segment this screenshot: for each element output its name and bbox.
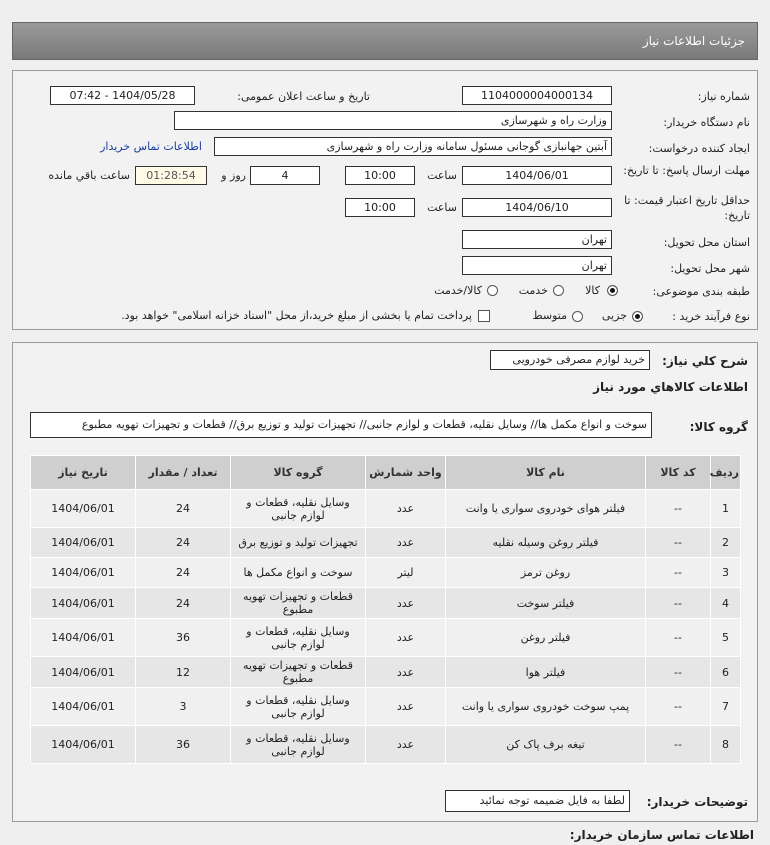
days-field: 4 <box>250 166 320 185</box>
column-header: ردیف <box>711 456 741 490</box>
goods-group-label: گروه کالا: <box>689 420 748 434</box>
table-cell: 1404/06/01 <box>31 588 136 619</box>
process-medium-radio[interactable] <box>572 311 583 322</box>
deadline-time-label: ساعت <box>427 169 457 182</box>
category-both-label: کالا/خدمت <box>434 284 482 297</box>
announce-label: تاریخ و ساعت اعلان عمومی: <box>237 90 370 103</box>
validity-label: حداقل تاریخ اعتبار قیمت: تا تاریخ: <box>624 194 750 222</box>
table-cell: 36 <box>136 726 231 764</box>
table-row <box>31 688 741 726</box>
table-cell: فیلتر هوا <box>446 657 646 688</box>
validity-time-label: ساعت <box>427 201 457 214</box>
table-cell: عدد <box>366 619 446 657</box>
table-cell: 8 <box>711 726 741 764</box>
table-cell: 1404/06/01 <box>31 688 136 726</box>
table-row <box>31 619 741 657</box>
process-small-radio[interactable] <box>632 311 643 322</box>
table-cell: 1 <box>711 490 741 528</box>
table-cell: 5 <box>711 619 741 657</box>
goods-table <box>30 455 741 764</box>
process-label: نوع فرآیند خرید : <box>672 310 750 323</box>
treasury-payment-checkbox[interactable] <box>478 310 490 322</box>
table-cell: وسایل نقلیه، قطعات و لوازم جانبی <box>231 490 366 528</box>
table-cell: -- <box>646 490 711 528</box>
deadline-label: مهلت ارسال پاسخ: تا تاریخ: <box>623 164 750 177</box>
creator-label: ایجاد کننده درخواست: <box>648 142 750 155</box>
table-cell: قطعات و تجهیزات تهویه مطبوع <box>231 657 366 688</box>
buyer-notes-label: توضیحات خریدار: <box>646 795 748 809</box>
table-row <box>31 558 741 588</box>
page-header <box>12 22 758 60</box>
column-header: تاریخ نیاز <box>31 456 136 490</box>
need-number-label: شماره نیاز: <box>697 90 750 103</box>
table-cell: فیلتر روغن وسیله نقلیه <box>446 528 646 558</box>
remaining-time-field: 01:28:54 <box>135 166 207 185</box>
table-cell: عدد <box>366 726 446 764</box>
buyer-notes-field: لطفا به فایل ضمیمه توجه نمائید <box>445 790 630 812</box>
goods-info-title: اطلاعات کالاهاي مورد نياز <box>593 380 748 394</box>
table-cell: 1404/06/01 <box>31 528 136 558</box>
table-cell: -- <box>646 528 711 558</box>
table-cell: تیغه برف پاک کن <box>446 726 646 764</box>
province-label: استان محل تحویل: <box>663 236 750 249</box>
table-body <box>31 490 741 764</box>
table-cell: تجهیزات تولید و توزیع برق <box>231 528 366 558</box>
table-cell: عدد <box>366 688 446 726</box>
table-cell: 6 <box>711 657 741 688</box>
need-number-field: 1104000004000134 <box>462 86 612 105</box>
creator-field: آبتین جهانبازی گوجانی مسئول سامانه وزارت راه و شهرسازی <box>214 137 612 156</box>
column-header: واحد شمارش <box>366 456 446 490</box>
table-cell: پمپ سوخت خودروی سواری یا وانت <box>446 688 646 726</box>
category-both-radio[interactable] <box>487 285 498 296</box>
table-row <box>31 657 741 688</box>
table-header-row <box>31 456 741 490</box>
announce-field: 1404/05/28 - 07:42 <box>50 86 195 105</box>
page-title: جزئیات اطلاعات نیاز <box>642 34 745 48</box>
table-cell: عدد <box>366 490 446 528</box>
category-service-label: خدمت <box>518 284 548 297</box>
remaining-label: ساعت باقي مانده <box>48 169 130 182</box>
table-cell: روغن ترمز <box>446 558 646 588</box>
table-row <box>31 588 741 619</box>
process-small-label: جزیی <box>601 309 627 322</box>
column-header: کد کالا <box>646 456 711 490</box>
table-cell: 12 <box>136 657 231 688</box>
table-cell: -- <box>646 657 711 688</box>
province-field: تهران <box>462 230 612 249</box>
table-cell: 1404/06/01 <box>31 657 136 688</box>
table-cell: 3 <box>136 688 231 726</box>
process-medium-label: متوسط <box>532 309 567 322</box>
table-cell: 24 <box>136 490 231 528</box>
table-row <box>31 528 741 558</box>
table-row <box>31 726 741 764</box>
table-cell: 1404/06/01 <box>31 558 136 588</box>
description-label: شرح کلي نياز: <box>662 354 748 368</box>
buyer-field: وزارت راه و شهرسازی <box>174 111 612 130</box>
table-cell: -- <box>646 688 711 726</box>
table-cell: 2 <box>711 528 741 558</box>
category-goods-radio[interactable] <box>607 285 618 296</box>
table-cell: 24 <box>136 528 231 558</box>
category-service-radio[interactable] <box>553 285 564 296</box>
table-cell: -- <box>646 558 711 588</box>
table-cell: -- <box>646 726 711 764</box>
table-cell: وسایل نقلیه، قطعات و لوازم جانبی <box>231 619 366 657</box>
table-cell: 1404/06/01 <box>31 726 136 764</box>
table-cell: 36 <box>136 619 231 657</box>
validity-date-field: 1404/06/10 <box>462 198 612 217</box>
table-cell: فیلتر هوای خودروی سواری یا وانت <box>446 490 646 528</box>
table-cell: 24 <box>136 588 231 619</box>
city-field: تهران <box>462 256 612 275</box>
category-goods-label: کالا <box>585 284 600 297</box>
city-label: شهر محل تحویل: <box>670 262 750 275</box>
deadline-date-field: 1404/06/01 <box>462 166 612 185</box>
column-header: نام کالا <box>446 456 646 490</box>
days-label: روز و <box>221 169 246 182</box>
goods-group-field: سوخت و انواع مکمل ها// وسایل نقلیه، قطعات و لوازم جانبی// تجهیزات تولید و توزیع برق// قطعات و تجهیزات تهویه مطبوع <box>30 412 652 438</box>
table-row <box>31 490 741 528</box>
table-cell: عدد <box>366 588 446 619</box>
table-cell: 1404/06/01 <box>31 619 136 657</box>
table-cell: عدد <box>366 657 446 688</box>
table-cell: لیتر <box>366 558 446 588</box>
table-cell: 7 <box>711 688 741 726</box>
buyer-contact-link[interactable]: اطلاعات تماس خریدار <box>100 140 202 153</box>
table-cell: وسایل نقلیه، قطعات و لوازم جانبی <box>231 726 366 764</box>
table-cell: فیلتر سوخت <box>446 588 646 619</box>
buyer-contact-title: اطلاعات تماس سازمان خریدار: <box>569 828 754 842</box>
treasury-payment-label: پرداخت تمام یا بخشی از مبلغ خرید،از محل "اسناد خزانه اسلامی" خواهد بود. <box>121 309 472 322</box>
table-cell: -- <box>646 619 711 657</box>
deadline-time-field: 10:00 <box>345 166 415 185</box>
table-cell: 4 <box>711 588 741 619</box>
table-cell: -- <box>646 588 711 619</box>
table-cell: 3 <box>711 558 741 588</box>
validity-time-field: 10:00 <box>345 198 415 217</box>
column-header: گروه کالا <box>231 456 366 490</box>
table-cell: عدد <box>366 528 446 558</box>
table-cell: 24 <box>136 558 231 588</box>
column-header: تعداد / مقدار <box>136 456 231 490</box>
category-label: طبقه بندی موضوعی: <box>652 285 750 298</box>
table-cell: سوخت و انواع مکمل ها <box>231 558 366 588</box>
table-cell: وسایل نقلیه، قطعات و لوازم جانبی <box>231 688 366 726</box>
table-cell: 1404/06/01 <box>31 490 136 528</box>
table-cell: قطعات و تجهیزات تهویه مطبوع <box>231 588 366 619</box>
table-cell: فیلتر روغن <box>446 619 646 657</box>
description-field: خرید لوازم مصرفی خودرویی <box>490 350 650 370</box>
buyer-label: نام دستگاه خریدار: <box>663 116 750 129</box>
